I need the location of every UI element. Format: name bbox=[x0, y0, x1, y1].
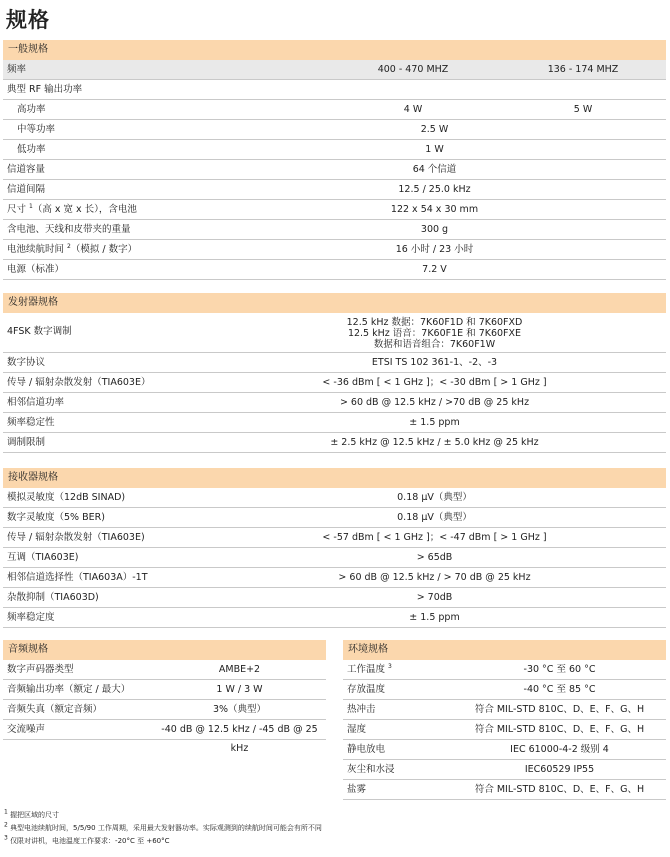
storage-temp-row bbox=[343, 680, 666, 700]
dust-water-value: IEC60529 IP55 bbox=[524, 764, 595, 775]
rx-spurious-row bbox=[3, 528, 666, 548]
general-specs-section bbox=[3, 40, 666, 280]
modulation-limit-row bbox=[3, 433, 666, 453]
weight-label: 含电池、天线和皮带夹的重量 bbox=[7, 224, 131, 235]
fsk-line-combo: 数据和语音组合：7K60F1W bbox=[373, 339, 496, 350]
dimensions-label: 尺寸 $^1$（高 x 宽 x 长），含电池 bbox=[7, 202, 137, 215]
fsk-modulation-row bbox=[3, 313, 666, 353]
battery-life-row bbox=[3, 240, 666, 260]
footnote-3: $^3$ 仅限对讲机，电池温度工作要求：-20°C 至 +60°C bbox=[4, 834, 170, 845]
spurious-rejection-label: 杂散抑制（TIA603D) bbox=[7, 592, 99, 603]
tx-spurious-value: < -36 dBm [ < 1 GHz ]；< -30 dBm [ > 1 GHz ] bbox=[322, 377, 547, 388]
dimensions-row bbox=[3, 200, 666, 220]
adjacent-power-row bbox=[3, 393, 666, 413]
esd-value: IEC 61000-4-2 级别 4 bbox=[510, 744, 609, 755]
mid-power-label: 中等功率 bbox=[17, 124, 56, 135]
channel-spacing-value: 12.5 / 25.0 kHz bbox=[398, 184, 471, 195]
adjacent-power-label: 相邻信道功率 bbox=[7, 397, 65, 408]
page-title: 规格 bbox=[6, 8, 50, 32]
adjacent-selectivity-row bbox=[3, 568, 666, 588]
environment-specs-header: 环境规格 bbox=[343, 640, 666, 660]
tx-spurious-label: 传导 / 辐射杂散发射（TIA603E） bbox=[7, 377, 151, 388]
audio-specs-header: 音频规格 bbox=[3, 640, 326, 660]
rf-power-row bbox=[3, 80, 666, 100]
environment-specs-section bbox=[343, 640, 666, 800]
spurious-rejection-value: > 70dB bbox=[416, 592, 453, 603]
footnote-ref-3: 3 bbox=[388, 662, 392, 670]
rx-stability-label: 频率稳定度 bbox=[7, 612, 55, 623]
battery-life-value: 16 小时 / 23 小时 bbox=[395, 244, 474, 255]
intermodulation-label: 互调（TIA603E) bbox=[7, 552, 79, 563]
audio-spec-value: 3%（典型） bbox=[212, 704, 267, 715]
dust-water-label: 灰尘和水浸 bbox=[347, 764, 395, 775]
operating-temp-value: -30 °C 至 60 °C bbox=[523, 664, 596, 675]
digital-sensitivity-row bbox=[3, 508, 666, 528]
audio-spec-row bbox=[3, 660, 326, 680]
audio-spec-value: AMBE+2 bbox=[218, 664, 261, 675]
rx-spurious-label: 传导 / 辐射杂散发射（TIA603E) bbox=[7, 532, 145, 543]
battery-life-label: 电池续航时间 $^2$（模拟 / 数字） bbox=[7, 242, 138, 255]
frequency-row bbox=[3, 60, 666, 80]
frequency-label: 频率 bbox=[7, 64, 27, 75]
audio-spec-label: 音频失真（额定音频） bbox=[7, 704, 103, 715]
digital-sensitivity-label: 数字灵敏度（5% BER) bbox=[7, 512, 105, 523]
low-power-value: 1 W bbox=[425, 144, 444, 155]
humidity-row bbox=[343, 720, 666, 740]
high-power-uhf: 4 W bbox=[403, 104, 423, 115]
frequency-vhf: 136 - 174 MHZ bbox=[547, 64, 619, 75]
receiver-specs-header: 接收器规格 bbox=[3, 468, 666, 488]
channel-capacity-value: 64 个信道 bbox=[412, 164, 457, 175]
storage-temp-value: -40 °C 至 85 °C bbox=[523, 684, 596, 695]
receiver-specs-section bbox=[3, 468, 666, 628]
analog-sensitivity-row bbox=[3, 488, 666, 508]
channel-capacity-row bbox=[3, 160, 666, 180]
modulation-limit-label: 调制限制 bbox=[7, 437, 46, 448]
analog-sensitivity-value: 0.18 μV（典型） bbox=[397, 492, 472, 503]
adjacent-selectivity-value: > 60 dB @ 12.5 kHz / > 70 dB @ 25 kHz bbox=[338, 572, 531, 583]
operating-temp-row bbox=[343, 660, 666, 680]
digital-protocol-value: ETSI TS 102 361-1、-2、-3 bbox=[371, 357, 498, 368]
footnote-ref-2: 2 bbox=[67, 242, 71, 250]
fsk-line-data: 12.5 kHz 数据：7K60F1D 和 7K60FXD bbox=[346, 317, 523, 328]
dust-water-row bbox=[343, 760, 666, 780]
transmitter-specs-header: 发射器规格 bbox=[3, 293, 666, 313]
audio-spec-label: 交流噪声 bbox=[7, 724, 46, 735]
salt-fog-value: 符合 MIL-STD 810C、D、E、F、G、H bbox=[474, 784, 645, 795]
modulation-limit-value: ± 2.5 kHz @ 12.5 kHz / ± 5.0 kHz @ 25 kHz bbox=[330, 437, 539, 448]
fsk-line-voice: 12.5 kHz 语音：7K60F1E 和 7K60FXE bbox=[347, 328, 522, 339]
rx-stability-row bbox=[3, 608, 666, 628]
channel-spacing-label: 信道间隔 bbox=[7, 184, 46, 195]
audio-specs-section bbox=[3, 640, 326, 754]
thermal-shock-value: 符合 MIL-STD 810C、D、E、F、G、H bbox=[474, 704, 645, 715]
thermal-shock-row bbox=[343, 700, 666, 720]
power-supply-value: 7.2 V bbox=[422, 264, 447, 275]
weight-value: 300 g bbox=[420, 224, 449, 235]
channel-capacity-label: 信道容量 bbox=[7, 164, 46, 175]
operating-temp-label: 工作温度 $^3$ bbox=[347, 662, 392, 675]
audio-spec-row bbox=[3, 680, 326, 700]
spurious-rejection-row bbox=[3, 588, 666, 608]
salt-fog-row bbox=[343, 780, 666, 800]
weight-row bbox=[3, 220, 666, 240]
adjacent-selectivity-label: 相邻信道选择性（TIA603A）-1T bbox=[7, 572, 148, 583]
tx-stability-row bbox=[3, 413, 666, 433]
digital-protocol-row bbox=[3, 353, 666, 373]
tx-stability-value: ± 1.5 ppm bbox=[409, 417, 460, 428]
fsk-modulation-value bbox=[203, 317, 666, 350]
audio-spec-label: 音频输出功率（额定 / 最大） bbox=[7, 684, 131, 695]
channel-spacing-row bbox=[3, 180, 666, 200]
low-power-row bbox=[3, 140, 666, 160]
digital-sensitivity-value: 0.18 μV（典型） bbox=[397, 512, 472, 523]
power-supply-label: 电源（标准） bbox=[7, 264, 65, 275]
low-power-label: 低功率 bbox=[17, 144, 46, 155]
general-specs-header: 一般规格 bbox=[3, 40, 666, 60]
salt-fog-label: 盐雾 bbox=[347, 784, 367, 795]
intermodulation-value: > 65dB bbox=[416, 552, 453, 563]
footnotes bbox=[4, 809, 322, 848]
footnote-2: $^2$ 典型电池续航时间，5/5/90 工作周期，采用最大发射器功率。实际观测到的续航时间可能会有所不同 bbox=[4, 821, 322, 832]
high-power-vhf: 5 W bbox=[573, 104, 593, 115]
tx-spurious-row bbox=[3, 373, 666, 393]
rf-power-label: 典型 RF 输出功率 bbox=[7, 84, 83, 95]
esd-label: 静电放电 bbox=[347, 744, 386, 755]
humidity-label: 湿度 bbox=[347, 724, 367, 735]
rx-spurious-value: < -57 dBm [ < 1 GHz ]；< -47 dBm [ > 1 GHz ] bbox=[322, 532, 547, 543]
high-power-row bbox=[3, 100, 666, 120]
audio-spec-row bbox=[3, 700, 326, 720]
dimensions-value: 122 x 54 x 30 mm bbox=[390, 204, 479, 215]
audio-spec-row bbox=[3, 720, 326, 754]
footnote-1: $^1$ 握把区域的尺寸 bbox=[4, 808, 60, 819]
audio-spec-value: -40 dB @ 12.5 kHz / -45 dB @ 25 kHz bbox=[161, 724, 318, 754]
transmitter-specs-section bbox=[3, 293, 666, 453]
intermodulation-row bbox=[3, 548, 666, 568]
tx-stability-label: 频率稳定性 bbox=[7, 417, 55, 428]
footnote-ref-1: 1 bbox=[29, 202, 33, 210]
rx-stability-value: ± 1.5 ppm bbox=[409, 612, 460, 623]
mid-power-value: 2.5 W bbox=[420, 124, 449, 135]
digital-protocol-label: 数字协议 bbox=[7, 357, 46, 368]
storage-temp-label: 存放温度 bbox=[347, 684, 386, 695]
high-power-label: 高功率 bbox=[17, 104, 46, 115]
audio-spec-label: 数字声码器类型 bbox=[7, 664, 74, 675]
analog-sensitivity-label: 模拟灵敏度（12dB SINAD) bbox=[7, 492, 126, 503]
fsk-modulation-label: 4FSK 数字调制 bbox=[7, 326, 72, 337]
mid-power-row bbox=[3, 120, 666, 140]
power-supply-row bbox=[3, 260, 666, 280]
frequency-uhf: 400 - 470 MHZ bbox=[377, 64, 449, 75]
thermal-shock-label: 热冲击 bbox=[347, 704, 376, 715]
humidity-value: 符合 MIL-STD 810C、D、E、F、G、H bbox=[474, 724, 645, 735]
audio-spec-value: 1 W / 3 W bbox=[216, 684, 263, 695]
adjacent-power-value: > 60 dB @ 12.5 kHz / >70 dB @ 25 kHz bbox=[339, 397, 530, 408]
esd-row bbox=[343, 740, 666, 760]
